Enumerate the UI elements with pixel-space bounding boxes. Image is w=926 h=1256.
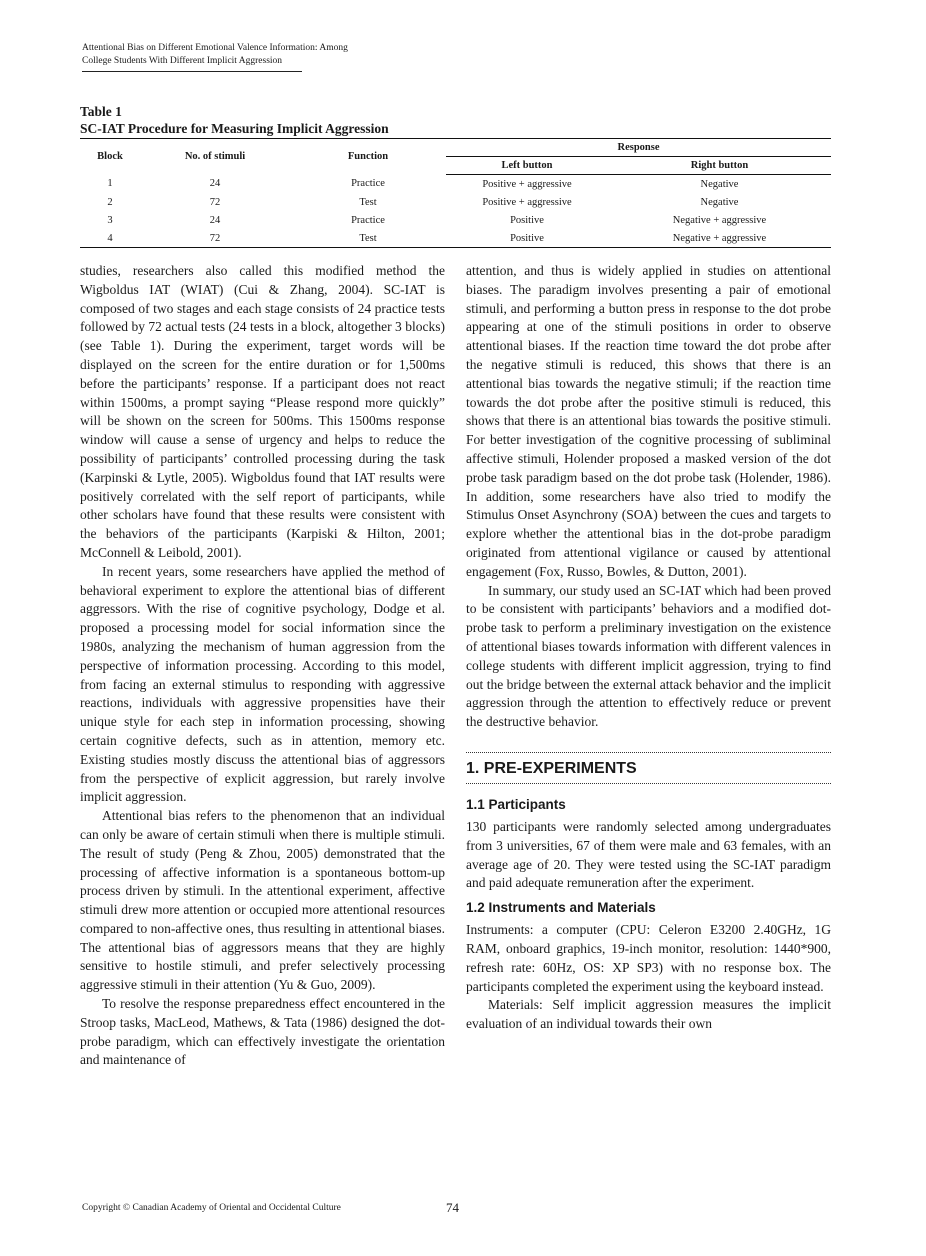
section-rule-bottom [466,783,831,784]
table-label: Table 1 [80,104,122,119]
cell-function: Practice [351,214,385,226]
running-head-line-2: College Students With Different Implicit Aggression [82,55,283,66]
cell-stimuli: 24 [209,178,221,190]
cell-stimuli: 72 [209,196,221,208]
cell-right-button: Negative + aggressive [608,229,831,248]
running-head-line-1: Attentional Bias on Different Emotional Valence Information: Among [82,43,348,53]
cell-block: 1 [107,178,113,190]
cell-function: Practice [351,178,385,190]
cell-block: 3 [107,214,113,226]
cell-block: 2 [107,196,113,208]
table-row [80,211,831,229]
footer-copyright: Copyright © Canadian Academy of Oriental and Occidental Culture [82,1203,341,1213]
subsection-heading: 1.2 Instruments and Materials [466,900,656,916]
paragraph: attention, and thus is widely applied in studies on attentional biases. The paradigm involves presenting a pair of emotional stimuli, and performing a button press in response to the dot probe appearing at one of the stimuli positions in order to observe attentional biases. If the reaction time toward the dot probe after the negative stimuli is reduced, this shows that there is an attentional bias towards the negative stimuli; if the reaction time towards the dot probe after the positive stimuli is reduced, this shows that there is an attentional bias towards the positive stimuli. For better investigation of the cognitive processing of subliminal affective stimuli, Holender proposed a masked version of the dot probe task paradigm based on the dot probe task (Holender, 1986). In addition, some researchers have also tried to modify the Stimulus Onset Asynchrony (SOA) between the cues and targets to explore whether the attentional bias in the dot-probe paradigm originated from attentional vigilance or caused by attentional engagement (Fox, Russo, Bowles, & Dutton, 2001). [466,263,831,579]
cell-right-button: Negative [700,196,739,208]
paragraph: 130 participants were randomly selected among undergraduates from 3 universities, 67 of them were male and 63 females, with an average age of 20. They were tested using the SC-IAT paradigm and paid adequate remuneration after the experiment. [466,818,831,891]
table-row [80,193,831,211]
cell-stimuli: 24 [209,214,221,226]
table-row [80,229,831,248]
paragraph: Attentional bias refers to the phenomenon that an individual can only be aware of certain stimuli when there is multiple stimuli. The result of study (Peng & Zhou, 2005) demonstrated that the processing of affective information is a spontaneous bottom-up process driven by stimuli. In the attentional experiment, affective stimuli drew more attention or occupied more attentional resources compared to non-affective ones, thus resulting in attentional biases. The attentional bias of aggressors means that they are highly sensitive to hostile stimuli, and prefer selectively processing aggressive stimuli in their attention (Yu & Guo, 2009). [80,808,445,993]
cell-left-button: Positive [446,229,608,248]
table-caption [80,103,389,137]
header-response: Response [446,139,831,157]
running-head-rule [82,71,302,72]
section-rule-top [466,752,831,753]
cell-function: Test [359,196,377,208]
paragraph: Instruments: a computer (CPU: Celeron E3200 2.40GHz, 1G RAM, onboard graphics, 19-inch monitor, resolution: 1440*900, refresh rate: 60Hz, OS: XP SP3) with no response box. The participants completed the experiment using the keyboard instead. [466,922,831,994]
cell-right-button: Negative + aggressive [672,214,767,226]
paragraph: In summary, our study used an SC-IAT which had been proved to be consistent with participants’ behaviors and a modified dot-probe task to perform a preliminary investigation on the existence of attentional biases towards information with different valences in college students with different implicit aggression, trying to find out the bridge between the external attack behavior and the implicit aggression through the attention to effectively reduce or prevent the destructive behavior. [466,582,831,730]
sciat-procedure-table [80,138,831,248]
header-function: Function [290,139,446,175]
paragraph: In recent years, some researchers have applied the method of behavioral experiment to explore the attentional bias of different aggressors. With the rise of cognitive psychology, Dodge et al. proposed a processing model for social information since the 1980s, analyzing the mechanism of human aggression from the perspective of information processing. According to this model, from facing an external stimulus to responding with aggressive reactions, individuals with aggressive propensities have their unique style for each step in information processing, showing certain cognitive defects, such as in attention, memory etc. Existing studies mostly discuss the attentional bias of aggressors from the perspective of explicit aggression, but rarely involve implicit aggression. [80,563,445,805]
cell-right-button: Negative [700,178,739,190]
paragraph: studies, researchers also called this modified method the Wigboldus IAT (WIAT) (Cui & Zhang, 2004). SC-IAT is composed of two stages and each stage consists of 24 practice tests followed by 72 actual tests (24 tests in a block, altogether 3 blocks) (see Table 1). During the experiment, target words will be displayed on the screen for the entire duration or for 1,500ms before the participants’ response. If a participant does not react within 1500ms, a prompt saying “Please respond more quickly” will be shown on the screen for 500ms. This 1500ms response window will cause a sense of urgency and helps to reduce the possibility of participants’ controlled processing during the task (Karpinski & Lytle, 2005). Wigboldus found that IAT results were positively correlated with the self report of participants, while other scholars have found that these results were consistent with the behaviors of the participants (Karpiski & Hilton, 2001; McConnell & Leibold, 2001). [80,263,445,560]
header-left-button: Left button [446,157,608,175]
left-column [80,262,445,1070]
cell-left-button: Positive + aggressive [482,178,572,190]
right-column [466,262,831,1034]
table-title: SC-IAT Procedure for Measuring Implicit Aggression [80,121,389,136]
header-right-button: Right button [608,157,831,175]
header-block: Block [80,139,140,175]
cell-left-button: Positive + aggressive [482,196,572,208]
paragraph: Materials: Self implicit aggression measures the implicit evaluation of an individual towards their own [466,997,831,1032]
running-head [82,42,402,67]
subsection-heading: 1.1 Participants [466,796,566,812]
section-heading: 1. PRE-EXPERIMENTS [466,759,637,777]
header-stimuli: No. of stimuli [140,139,290,175]
cell-function: Test [290,229,446,248]
cell-left-button: Positive [510,214,544,226]
paragraph: To resolve the response preparedness effect encountered in the Stroop tasks, MacLeod, Mathews, & Tata (1986) designed the dot-probe paradigm, which can effectively investigate the orientation and maintenance of [80,996,445,1068]
cell-block: 4 [80,229,140,248]
table-row [80,175,831,194]
cell-stimuli: 72 [140,229,290,248]
page-number: 74 [446,1200,459,1215]
